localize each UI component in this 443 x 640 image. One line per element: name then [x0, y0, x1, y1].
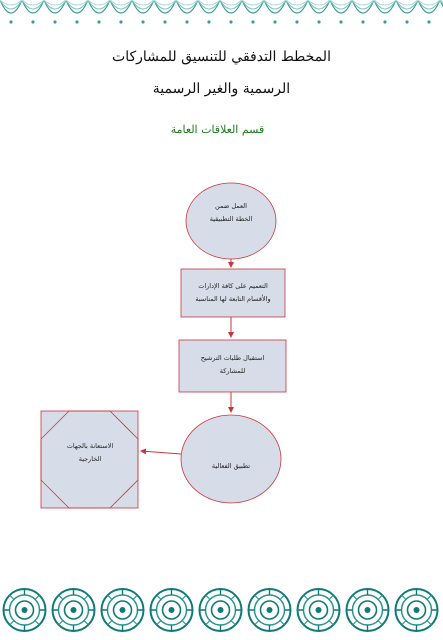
- flow-node-5-text: [48, 440, 132, 466]
- flow-node-2-line-1: التعميم على كافة الإدارات: [198, 282, 268, 290]
- document-title-line-1: المخطط التدفقي للتنسيق للمشاركات: [112, 49, 331, 65]
- department-heading: قسم العلاقات العامة: [170, 123, 265, 136]
- flow-node-2-text: [183, 280, 283, 306]
- flow-node-3-text: [181, 352, 284, 378]
- flow-node-3-line-2: للمشاركة: [219, 367, 246, 375]
- document-title-line-2: الرسمية والغير الرسمية: [152, 81, 291, 97]
- flow-node-1-line-1: العمل ضمن: [215, 202, 247, 210]
- flow-node-4-text: [186, 460, 276, 473]
- flow-node-5-line-1: الاستعانة بالجهات: [66, 442, 114, 450]
- bottom-ornament-border: [0, 580, 443, 640]
- flow-node-1-line-2: الخطة التطبيقية: [209, 215, 253, 223]
- flow-node-1-text: [186, 200, 276, 226]
- flow-node-4-line-1: تطبيق الفعالية: [211, 462, 251, 470]
- flow-node-4-shape: [181, 415, 281, 503]
- flow-node-2-line-2: والأقسام التابعة لها المناسبة: [195, 295, 271, 303]
- flow-node-3-line-1: استقبال طلبات الترشيح: [200, 354, 265, 362]
- flow-arrow-4: [141, 451, 181, 454]
- flow-node-5-line-2: الخارجية: [78, 455, 102, 463]
